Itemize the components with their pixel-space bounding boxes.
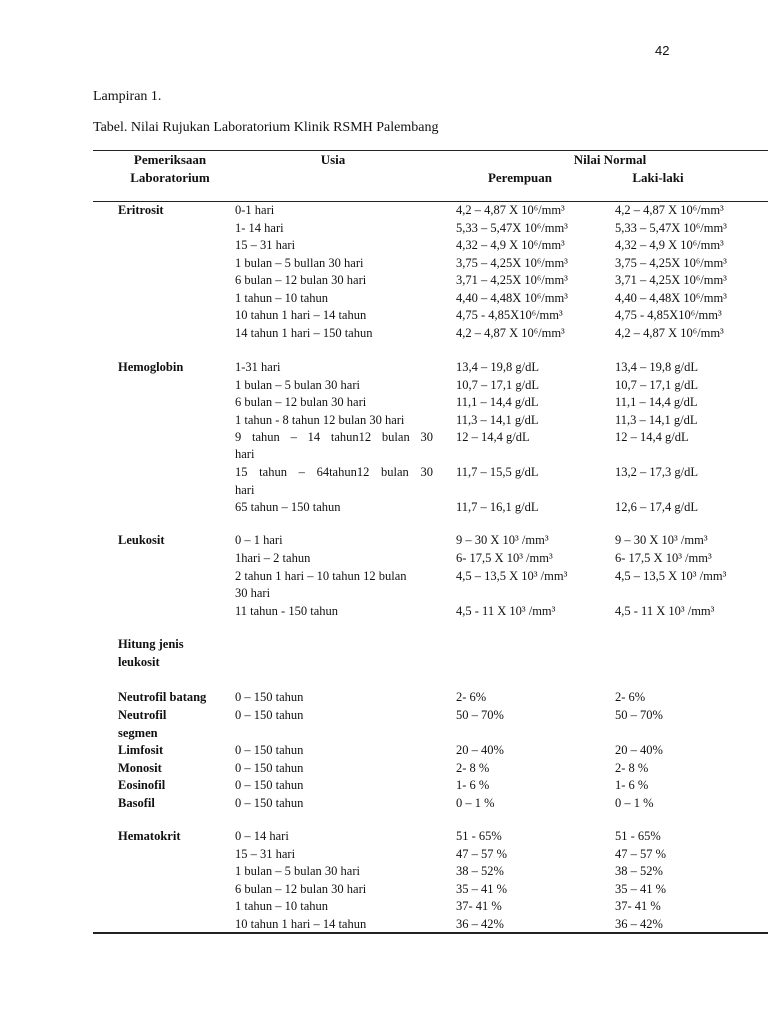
female-value: 1- 6 %	[456, 778, 490, 792]
female-value: 38 – 52%	[456, 864, 504, 878]
female-value: 10,7 – 17,1 g/dL	[456, 377, 539, 392]
male-value: 5,33 – 5,47X 10⁶/mm³	[615, 220, 727, 235]
age-cell: 0 – 150 tahun	[235, 760, 304, 775]
appendix-label: Lampiran 1.	[93, 89, 162, 104]
male-value: 2- 8 %	[615, 760, 649, 775]
male-value: 13,2 – 17,3 g/dL	[615, 465, 698, 479]
header-male: Laki-laki	[632, 170, 684, 185]
age-cell-wrap: hari	[235, 447, 255, 461]
female-value: 50 – 70%	[456, 708, 504, 722]
eritrosit-label: Eritrosit	[118, 203, 164, 217]
age-cell: 0 – 150 tahun	[235, 708, 304, 722]
male-value: 4,5 - 11 X 10³ /mm³	[615, 604, 715, 618]
hematokrit-label: Hematokrit	[118, 829, 181, 843]
age-cell: 1hari – 2 tahun	[235, 551, 311, 565]
age-cell: 65 tahun – 150 tahun	[235, 500, 341, 514]
female-value: 2- 8 %	[456, 760, 490, 775]
row-label-wrap: segmen	[118, 725, 158, 740]
male-value: 3,75 – 4,25X 10⁶/mm³	[615, 255, 727, 270]
male-value: 13,4 – 19,8 g/dL	[615, 360, 698, 374]
age-cell: 0-1 hari	[235, 203, 275, 217]
female-value: 5,33 – 5,47X 10⁶/mm³	[456, 220, 568, 235]
female-value: 11,1 – 14,4 g/dL	[456, 395, 539, 409]
female-value: 2- 6%	[456, 690, 487, 704]
male-value: 35 – 41 %	[615, 881, 667, 896]
age-cell: 0 – 14 hari	[235, 829, 289, 843]
female-value: 20 – 40%	[456, 743, 504, 757]
age-cell: 1-31 hari	[235, 360, 281, 374]
row-label: Neutrofil	[118, 708, 167, 722]
female-value: 13,4 – 19,8 g/dL	[456, 360, 539, 374]
differential-count-label-wrap: leukosit	[118, 655, 160, 669]
age-cell: 1 tahun – 10 tahun	[235, 899, 329, 913]
age-cell: 0 – 150 tahun	[235, 690, 304, 704]
table-top-rule	[93, 150, 768, 151]
row-label: Limfosit	[118, 743, 164, 757]
age-cell: 1 bulan – 5 bullan 30 hari	[235, 255, 364, 270]
male-value: 0 – 1 %	[615, 795, 654, 810]
male-value: 37- 41 %	[615, 899, 661, 913]
male-value: 10,7 – 17,1 g/dL	[615, 377, 698, 392]
male-value: 4,2 – 4,87 X 10⁶/mm³	[615, 325, 724, 340]
age-cell: 15 – 31 hari	[235, 846, 296, 861]
male-value: 47 – 57 %	[615, 846, 667, 861]
male-value: 51 - 65%	[615, 829, 661, 843]
male-value: 4,2 – 4,87 X 10⁶/mm³	[615, 203, 724, 217]
header-age: Usia	[320, 152, 346, 167]
male-value: 36 – 42%	[615, 916, 663, 931]
male-value: 6- 17,5 X 10³ /mm³	[615, 551, 712, 565]
male-value: 38 – 52%	[615, 864, 663, 878]
male-value: 12,6 – 17,4 g/dL	[615, 500, 698, 514]
female-value: 4,75 - 4,85X10⁶/mm³	[456, 308, 563, 322]
female-value: 11,7 – 15,5 g/dL	[456, 465, 539, 479]
header-normal-values: Nilai Normal	[573, 152, 647, 167]
age-cell: 6 bulan – 12 bulan 30 hari	[235, 273, 367, 287]
male-value: 4,75 - 4,85X10⁶/mm³	[615, 308, 722, 322]
age-cell: 0 – 150 tahun	[235, 743, 304, 757]
female-value: 3,75 – 4,25X 10⁶/mm³	[456, 255, 568, 270]
female-value: 47 – 57 %	[456, 846, 508, 861]
header-exam-line2: Laboratorium	[130, 170, 210, 185]
female-value: 3,71 – 4,25X 10⁶/mm³	[456, 273, 568, 287]
age-cell: 1 bulan – 5 bulan 30 hari	[235, 377, 360, 392]
age-cell: 14 tahun 1 hari – 150 tahun	[235, 325, 373, 340]
female-value: 36 – 42%	[456, 916, 504, 931]
female-value: 12 – 14,4 g/dL	[456, 430, 530, 444]
age-cell: 2 tahun 1 hari – 10 tahun 12 bulan	[235, 569, 407, 583]
female-value: 0 – 1 %	[456, 795, 495, 810]
age-cell: 10 tahun 1 hari – 14 tahun	[235, 308, 367, 322]
male-value: 11,1 – 14,4 g/dL	[615, 395, 698, 409]
female-value: 35 – 41 %	[456, 881, 508, 896]
age-cell: 1- 14 hari	[235, 220, 284, 235]
age-cell: 10 tahun 1 hari – 14 tahun	[235, 916, 367, 931]
page-number: 42	[655, 43, 670, 58]
male-value: 11,3 – 14,1 g/dL	[615, 412, 698, 427]
age-cell: 0 – 150 tahun	[235, 778, 304, 792]
male-value: 9 – 30 X 10³ /mm³	[615, 533, 708, 547]
female-value: 37- 41 %	[456, 899, 502, 913]
male-value: 1- 6 %	[615, 778, 649, 792]
male-value: 4,32 – 4,9 X 10⁶/mm³	[615, 238, 724, 252]
age-cell: 1 tahun – 10 tahun	[235, 290, 329, 305]
male-value: 3,71 – 4,25X 10⁶/mm³	[615, 273, 727, 287]
female-value: 11,7 – 16,1 g/dL	[456, 500, 539, 514]
table-caption: Tabel. Nilai Rujukan Laboratorium Klinik RSMH Palembang	[93, 120, 439, 135]
age-cell: 0 – 150 tahun	[235, 795, 304, 810]
age-cell: 15 tahun – 64tahun12 bulan 30	[235, 465, 433, 479]
female-value: 4,5 – 13,5 X 10³ /mm³	[456, 569, 568, 583]
male-value: 4,40 – 4,48X 10⁶/mm³	[615, 290, 727, 305]
age-cell: 11 tahun - 150 tahun	[235, 604, 338, 618]
age-cell-wrap: hari	[235, 482, 255, 497]
hemoglobin-label: Hemoglobin	[118, 360, 184, 374]
female-value: 4,2 – 4,87 X 10⁶/mm³	[456, 203, 565, 217]
header-bottom-rule	[93, 201, 768, 202]
female-value: 9 – 30 X 10³ /mm³	[456, 533, 549, 547]
row-label: Eosinofil	[118, 778, 166, 792]
female-value: 4,32 – 4,9 X 10⁶/mm³	[456, 238, 565, 252]
row-label: Basofil	[118, 795, 155, 810]
male-value: 50 – 70%	[615, 708, 663, 722]
age-cell-wrap: 30 hari	[235, 586, 271, 600]
age-cell: 6 bulan – 12 bulan 30 hari	[235, 395, 367, 409]
row-label: Neutrofil batang	[118, 690, 207, 704]
male-value: 4,5 – 13,5 X 10³ /mm³	[615, 569, 727, 583]
table-bottom-rule	[93, 932, 768, 934]
male-value: 12 – 14,4 g/dL	[615, 430, 689, 444]
female-value: 4,2 – 4,87 X 10⁶/mm³	[456, 325, 565, 340]
age-cell: 1 tahun - 8 tahun 12 bulan 30 hari	[235, 412, 405, 427]
header-female: Perempuan	[487, 170, 553, 185]
male-value: 2- 6%	[615, 690, 646, 704]
male-value: 20 – 40%	[615, 743, 663, 757]
female-value: 51 - 65%	[456, 829, 502, 843]
leukosit-label: Leukosit	[118, 533, 165, 547]
header-exam-line1: Pemeriksaan	[133, 152, 207, 167]
age-cell: 15 – 31 hari	[235, 238, 296, 252]
age-cell: 0 – 1 hari	[235, 533, 283, 547]
row-label: Monosit	[118, 760, 162, 775]
differential-count-label: Hitung jenis	[118, 637, 184, 651]
female-value: 4,40 – 4,48X 10⁶/mm³	[456, 290, 568, 305]
female-value: 4,5 - 11 X 10³ /mm³	[456, 604, 556, 618]
female-value: 11,3 – 14,1 g/dL	[456, 412, 539, 427]
female-value: 6- 17,5 X 10³ /mm³	[456, 551, 553, 565]
age-cell: 9 tahun – 14 tahun12 bulan 30	[235, 430, 433, 444]
age-cell: 1 bulan – 5 bulan 30 hari	[235, 864, 360, 878]
age-cell: 6 bulan – 12 bulan 30 hari	[235, 881, 367, 896]
